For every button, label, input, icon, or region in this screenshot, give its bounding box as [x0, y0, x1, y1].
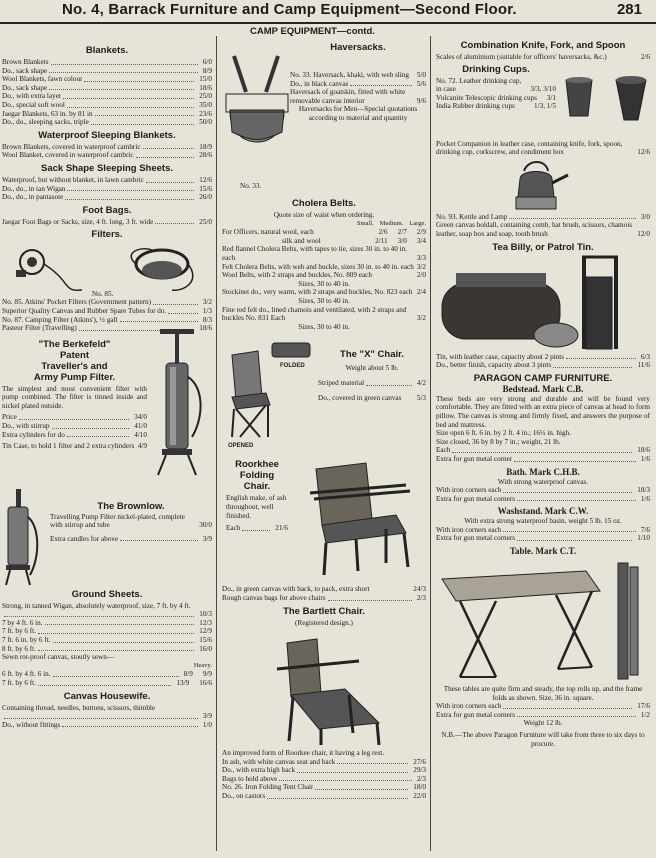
item-label: No. 72. Leather drinking cup, in case: [436, 76, 522, 94]
berkefeld-heading: Traveller's and: [41, 360, 108, 372]
price-row: [2, 670, 212, 679]
item-label: Extra cylinders for do: [2, 430, 65, 439]
item-price: 18/6: [199, 324, 212, 333]
price-row: [222, 245, 426, 262]
item-price: 2/3: [416, 593, 426, 602]
price-row: [2, 422, 147, 431]
paragon-desc: These beds are very strong and durable and will be found very comfortable. They are fitted with an extra piece of canvas at head to form pillow. The canvas is strong and firmly fixed, and answers the purpose of bed and mattress.: [436, 394, 650, 429]
item-label: Extra for gun metal corner: [436, 454, 513, 463]
price-row: [436, 711, 650, 720]
item-price: 1/0: [202, 720, 212, 729]
x-chair-icon: [222, 337, 318, 449]
item-price: 3/2: [416, 314, 426, 323]
price-row: [436, 534, 650, 543]
price-row: [50, 513, 212, 530]
item-label: Brown Blankets: [2, 58, 49, 66]
figure-caption: No. 85.: [92, 290, 114, 299]
item-label: 7 by 4 ft. 6 in.: [2, 618, 43, 627]
item-label: Jaegar Blankets, 63 in. by 81 in: [2, 109, 93, 118]
price-row: [2, 298, 212, 307]
price-row: [436, 221, 650, 238]
item-label: Wool Belts, with 2 straps and buckles, No. 809 each: [222, 271, 372, 280]
bartlett-heading: The Bartlett Chair.: [283, 605, 365, 617]
size-closed: Size closed, 36 by 8 by 7 in.; weight, 21 lb.: [436, 437, 561, 446]
item-label: Extra for gun metal corners: [436, 494, 516, 503]
item-price-heavy: 16/6: [199, 679, 212, 688]
table-heading: Table. Mark C.T.: [509, 546, 577, 557]
size-note: Sizes, 30 to 40 in.: [298, 296, 350, 305]
price-row: [2, 75, 212, 84]
roorkhee-heading: Chair.: [243, 481, 271, 493]
item-label: Do., sack shape: [2, 83, 48, 92]
item-price: 18/3: [637, 486, 650, 495]
price-row: [436, 213, 650, 222]
price-row: [222, 585, 426, 594]
price-row: [2, 316, 212, 325]
price-row: [2, 636, 212, 645]
item-price: 12/6: [199, 175, 212, 184]
item-label: In ash, with white canvas seat and back: [222, 757, 336, 766]
price-row: [222, 306, 426, 323]
item-label: India Rubber drinking cups: [436, 102, 515, 111]
price-row: [2, 101, 212, 110]
item-price: 50/0: [199, 118, 212, 127]
item-label: Superior Quality Canvas and Rubber Spare Tubes for do.: [2, 306, 167, 315]
item-price: 5/3: [416, 393, 426, 402]
cups-heading: Drinking Cups.: [462, 63, 530, 75]
roorkhee-heading: Roorkhee: [235, 459, 279, 471]
price-row: [436, 94, 556, 103]
item-label: Price: [2, 413, 17, 422]
size-col: Medium.: [379, 219, 404, 227]
item-price: 3/9: [202, 534, 212, 543]
item-price: 6/0: [202, 58, 212, 66]
price-row: [2, 431, 147, 440]
item-label: Extra candles for above: [50, 534, 119, 543]
item-price: 18/6: [637, 446, 650, 455]
item-price: 28/6: [199, 151, 212, 160]
item-label: Green canvas holdall, containing comb, hat brush, scissors, chamois leather, soap box and soap, tooth brush: [436, 221, 633, 238]
item-price: 2/0: [416, 271, 426, 280]
price-row: [436, 361, 650, 370]
column-left: [2, 42, 212, 729]
brownlow-block: [2, 501, 212, 589]
item-price: 2/9: [416, 228, 426, 237]
price-row: [2, 679, 212, 688]
item-label: Do., do., sleeping sacks, triple: [2, 118, 89, 127]
item-label: 7 ft. by 6 ft.: [2, 679, 36, 688]
item-label: With iron corners each: [436, 525, 502, 534]
item-price: 4/9: [137, 442, 147, 451]
item-label: Extra for gun metal corners: [436, 534, 516, 543]
folded-label: FOLDED: [280, 363, 305, 370]
price-row: [436, 526, 650, 535]
item-price: 3/9: [202, 712, 212, 721]
tea-billy-icon: [436, 255, 650, 353]
item-price: 5/0: [416, 71, 426, 79]
washstand-heading: Washstand. Mark C.W.: [497, 506, 589, 517]
item-label: Jaegar Foot Bags or Sacks, size, 4 ft. long, 3 ft. wide: [2, 217, 154, 226]
item-price: 35/0: [199, 100, 212, 109]
berkefeld-block: [2, 339, 212, 479]
item-price: 6/3: [640, 352, 650, 361]
item-label: With iron corners each: [436, 486, 502, 495]
price-row: [222, 783, 426, 792]
xchair-weight: Weight about 5 lb.: [345, 364, 399, 373]
item-label: Wool Blankets, fawn colour: [2, 75, 83, 84]
price-row: [222, 228, 426, 237]
bedstead-heading: Bedstead. Mark C.B.: [502, 383, 584, 394]
item-price: 3/2: [202, 298, 212, 307]
item-price: 23/6: [199, 109, 212, 118]
item-price: 27/6: [413, 757, 426, 766]
item-price: 1/6: [640, 454, 650, 463]
item-price: 8/9: [183, 670, 193, 679]
item-price: 26/0: [199, 193, 212, 202]
header-rule: [0, 22, 656, 24]
price-row: [2, 442, 147, 451]
item-label: 7 ft. by 6 ft.: [2, 627, 36, 636]
item-price: 12/0: [637, 229, 650, 238]
item-price: 3/0: [640, 212, 650, 221]
price-row: [436, 495, 650, 504]
page-header: [0, 0, 656, 22]
table-weight: Weight 12 lb.: [523, 719, 563, 728]
price-row: [2, 193, 212, 202]
price-row: [436, 455, 650, 464]
item-label: Do., do., in pantasote: [2, 193, 64, 202]
item-label: No. 26. Iron Folding Tent Chair: [222, 783, 314, 792]
item-price: 3/2: [416, 262, 426, 271]
bath-sub: With strong waterproof canvas.: [497, 477, 589, 486]
column-middle: [222, 42, 426, 801]
page-number: 281: [616, 1, 642, 18]
price-row: [436, 702, 650, 711]
groundsheets-heading: Ground Sheets.: [71, 588, 143, 600]
washstand-sub: With extra strong waterproof basin, weight 5 lb. 15 oz.: [464, 517, 622, 526]
item-label: Tin, with leather case, capacity about 2 pints: [436, 352, 565, 361]
item-label: Striped material: [318, 378, 365, 387]
nb-note: N.B.—The above Paragon Furniture will take from three to six days to procure.: [441, 731, 645, 748]
item-price: 30/0: [199, 521, 212, 530]
price-row: [2, 58, 212, 67]
cups-block: [436, 62, 650, 140]
kettle-icon: [506, 161, 576, 213]
item-label: Tin Case, to hold 1 filter and 2 extra cylinders: [2, 442, 135, 451]
item-label: Extra for gun metal corners: [436, 710, 516, 719]
price-row: [2, 619, 212, 628]
heavy-label: Heavy.: [193, 661, 212, 669]
price-row: [436, 140, 650, 157]
item-label: Do., with extra high back: [222, 766, 296, 775]
bartlett-chair-icon: [259, 629, 389, 749]
item-price: 1/3, 1/5: [534, 102, 556, 111]
item-price: 3/0: [397, 236, 407, 245]
item-price: 2/4: [416, 288, 426, 297]
item-label: Brown Blankets, covered in waterproof cambric: [2, 142, 141, 151]
price-row: [222, 271, 426, 280]
price-row: [436, 353, 650, 362]
billy-heading: Tea Billy, or Patrol Tin.: [492, 241, 594, 253]
item-price: 18/9: [199, 142, 212, 151]
price-row: [2, 218, 212, 227]
price-row: [2, 610, 212, 619]
item-price: 25/0: [199, 92, 212, 101]
page-title: No. 4, Barrack Furniture and Camp Equipment—Second Floor.: [62, 1, 517, 18]
item-price: 3/1: [546, 93, 556, 102]
item-price: 5/6: [416, 79, 426, 88]
haversack-icon: [222, 52, 292, 177]
opened-label: OPENED: [228, 443, 254, 450]
berkefeld-heading: Army Pump Filter.: [33, 371, 116, 383]
item-price: 4/2: [416, 378, 426, 387]
price-row: [2, 413, 147, 422]
price-row: [222, 766, 426, 775]
roorkhee-desc: English make, of ash throughout, well finished.: [226, 494, 287, 520]
item-label: Rough canvas bags for above chairs: [222, 593, 326, 602]
item-label: No. 87. Camping Filter (Atkins'), ½ gall: [2, 315, 118, 324]
price-row: [436, 486, 650, 495]
item-label: Do., sack shape: [2, 66, 48, 75]
item-price: 12/9: [199, 627, 212, 636]
bartlett-desc: An improved form of Roorkee chair, it having a leg rest.: [222, 749, 385, 758]
price-row: [2, 176, 212, 185]
price-row: [2, 185, 212, 194]
item-price: 8/9: [202, 66, 212, 75]
waterproof-heading: Waterproof Sleeping Blankets.: [38, 129, 176, 141]
item-label: Wool Blanket, covered in waterproof cambric: [2, 151, 134, 160]
item-label: Do., in green canvas with back, to pack, extra short: [222, 585, 370, 594]
item-label: Stockinet do., very warm, with 2 straps and buckles, No. 823 each: [222, 288, 413, 297]
item-label: Do., do., in tan Wigan: [2, 184, 66, 193]
price-row: [318, 394, 426, 403]
item-price: 12/3: [199, 618, 212, 627]
price-row: [50, 535, 212, 544]
item-label: Vulcanite Telescopic drinking cups: [436, 93, 537, 102]
item-price: 1/6: [640, 494, 650, 503]
item-label: Do., without fittings: [2, 720, 61, 729]
price-row: [2, 307, 212, 316]
item-price: 29/3: [413, 766, 426, 775]
item-price: 3/4: [416, 236, 426, 245]
item-price: 41/0: [134, 422, 147, 431]
price-row: [222, 775, 426, 784]
knife-heading: Combination Knife, Fork, and Spoon: [460, 40, 626, 51]
item-price: 2/7: [397, 228, 407, 237]
item-label: For Officers, natural wool, each: [222, 228, 314, 237]
size-note: Sizes, 30 to 40 in.: [298, 279, 350, 288]
price-row: [2, 151, 212, 160]
size-col: Large.: [409, 219, 426, 227]
cholera-heading: Cholera Belts.: [292, 198, 356, 209]
column-divider: [216, 36, 217, 851]
pocket-filter-illustration: [2, 242, 212, 298]
size-col: Small.: [356, 219, 374, 227]
item-label: Do., on castors: [222, 792, 266, 801]
item-label: Do., in black canvas: [290, 79, 349, 88]
price-row: [2, 143, 212, 152]
size-header: [222, 220, 426, 229]
item-price: 2/3: [416, 774, 426, 783]
footbags-heading: Foot Bags.: [82, 204, 132, 216]
sack-heading: Sack Shape Sleeping Sheets.: [41, 162, 173, 174]
berkefeld-heading: "The Berkefeld": [38, 338, 111, 350]
item-price: 2/6: [640, 53, 650, 61]
blankets-list: [2, 58, 212, 127]
roorkhee-chair-icon: [296, 459, 424, 579]
price-row: [2, 721, 212, 730]
item-price: 10/3: [199, 610, 212, 619]
haversacks-heading: Haversacks.: [330, 42, 386, 53]
item-price: 34/0: [134, 413, 147, 422]
price-row: [2, 67, 212, 76]
item-label: Do., special soft wool: [2, 100, 65, 109]
item-label: With iron corners each: [436, 702, 502, 711]
item-price: 22/0: [413, 792, 426, 801]
column-divider: [430, 36, 431, 851]
price-row: [2, 627, 212, 636]
item-label: Do., better finish, capacity about 3 pints: [436, 361, 552, 370]
item-price: 8/3: [202, 315, 212, 324]
size-note: Sizes, 30 to 40 in.: [298, 322, 350, 331]
price-row: [222, 263, 426, 272]
brownlow-heading: The Brownlow.: [97, 500, 165, 512]
price-row: [290, 88, 426, 105]
berkefeld-desc: The simplest and most convenient filter with pump combined. The filter is tinned inside and nickel plated outside.: [2, 384, 147, 410]
price-row: [2, 118, 212, 127]
xchair-block: [222, 337, 426, 455]
item-price: 1/3: [202, 306, 212, 315]
filters-heading: Filters.: [91, 229, 123, 241]
item-price: 15/0: [199, 75, 212, 84]
price-row: [436, 446, 650, 455]
camp-table-icon: [436, 557, 650, 685]
groundsheets-intro: Strong, in tanned Wigan, absolutely waterproof, size, 7 ft. by 4 ft.: [2, 601, 191, 610]
price-row: [222, 288, 426, 297]
item-label: Do., with stirrup: [2, 422, 50, 431]
item-label: Fine red felt do., lined chamois and ventilated, with 2 straps and buckles No. 831 Each: [222, 305, 407, 323]
item-price: 4/10: [134, 430, 147, 439]
item-price-heavy: 9/9: [202, 670, 212, 679]
column-right: [436, 40, 650, 748]
item-label: No. 33. Haversack, khaki, with web sling: [290, 71, 409, 79]
price-row: [290, 80, 426, 89]
brownlow-filter-icon: [2, 487, 42, 587]
size-open: Size open 6 ft. 6 in. by 2 ft. 4 in.; 16½ in. high.: [436, 429, 571, 438]
item-price: 25/0: [199, 217, 212, 226]
item-price: 18/0: [413, 783, 426, 792]
rotproof-label: Sewn rot-proof canvas, stoutly sewn—: [2, 653, 114, 662]
housewife-heading: Canvas Housewife.: [63, 690, 151, 702]
item-label: Red flannel Cholera Belts, with tapes to tie, sizes 30 in. to 40 in. each: [222, 245, 408, 262]
price-row: [222, 758, 426, 767]
item-label: Pocket Companion in leather case, containing knife, fork, spoon, drinking cup, corkscrew, and condiment box: [436, 139, 623, 157]
item-price: 21/6: [275, 524, 288, 533]
item-price: 12/6: [637, 148, 650, 157]
figure-caption: No. 33.: [240, 182, 262, 190]
item-label: Each: [436, 446, 451, 455]
item-price: 13/9: [176, 679, 190, 688]
item-price: 15/6: [199, 636, 212, 645]
item-label: Do., covered in green canvas: [318, 393, 402, 402]
roorkhee-block: [222, 455, 426, 585]
haversack-note: Haversacks for Men—Special quotations according to material and quantity: [298, 105, 418, 122]
item-label: Felt Cholera Belts, with web and buckle, sizes 30 in. to 40 in. each: [222, 262, 414, 271]
item-price: 11/6: [637, 361, 650, 370]
table-desc: These tables are quite firm and steady, the top rolls up, and the frame folds as shown. Size, 36 in. square.: [443, 685, 643, 702]
housewife-desc: Containing thread, needles, buttons, scissors, thimble: [2, 703, 156, 712]
price-row: [436, 77, 556, 94]
item-price: 1/2: [640, 710, 650, 719]
item-label: Pasteur Filter (Travelling): [2, 324, 77, 333]
price-row: [2, 645, 212, 654]
item-price: 9/6: [416, 96, 426, 105]
price-row: [2, 110, 212, 119]
item-price: 18/6: [199, 83, 212, 92]
price-row: [436, 102, 556, 111]
item-label: 7 ft. 6 in. by 6 ft.: [2, 636, 51, 645]
roorkhee-heading: Folding: [239, 470, 275, 482]
bath-heading: Bath. Mark C.H.B.: [506, 466, 580, 477]
price-row: [222, 792, 426, 801]
item-label: 6 ft. by 4 ft. 6 in.: [2, 670, 51, 679]
item-price: 2/11: [375, 236, 388, 245]
item-label: Do., with extra layer: [2, 92, 62, 101]
item-price: 1/10: [637, 534, 650, 543]
item-price: 16/0: [199, 644, 212, 653]
price-row: [2, 712, 212, 721]
item-label: Each: [226, 524, 241, 533]
pump-filter-icon: [152, 327, 208, 477]
blankets-heading: Blankets.: [85, 45, 129, 56]
price-row: [290, 71, 426, 80]
price-row: [2, 84, 212, 93]
price-row: [436, 53, 650, 62]
item-label: Bags to hold above: [222, 774, 278, 783]
item-label: No. 93. Kettle and Lamp: [436, 212, 508, 221]
item-label: Scales of aluminium (suitable for officers' haversacks, &c.): [436, 53, 607, 61]
paragon-heading: PARAGON CAMP FURNITURE.: [473, 372, 613, 384]
price-row: [318, 379, 426, 388]
drinking-cups-icon: [562, 72, 650, 136]
item-price: 2/6: [378, 228, 388, 237]
item-price: 15/6: [199, 184, 212, 193]
price-row: [226, 524, 288, 533]
price-row: [2, 92, 212, 101]
item-label: 8 ft. by 6 ft.: [2, 644, 36, 653]
haversack-block: [222, 42, 426, 192]
item-label: Haversack of goatskin, fitted with white removable canvas interior: [290, 88, 406, 105]
item-price: 7/6: [640, 525, 650, 534]
section-label: CAMP EQUIPMENT—contd.: [250, 26, 375, 37]
bartlett-sub: (Registered design.): [295, 618, 353, 627]
price-row: [222, 594, 426, 603]
berkefeld-heading: Patent: [59, 349, 90, 361]
cholera-sub: Quote size of waist when ordering.: [273, 211, 375, 219]
item-price: 3/3, 3/10: [530, 85, 556, 94]
item-price: 3/3: [416, 253, 426, 262]
xchair-heading: The "X" Chair.: [340, 349, 404, 361]
item-label: silk and wool: [282, 236, 321, 245]
item-label: No. 85. Atkins' Pocket Filters (Government pattern): [2, 298, 152, 307]
price-row: [222, 237, 426, 246]
item-price: 17/6: [637, 702, 650, 711]
item-label: Travelling Pump Filter nickel-plated, complete with stirrup and tube: [50, 512, 185, 530]
item-label: Waterproof, but without blanket, in lawn cambric: [2, 175, 144, 184]
item-price: 24/3: [413, 585, 426, 594]
